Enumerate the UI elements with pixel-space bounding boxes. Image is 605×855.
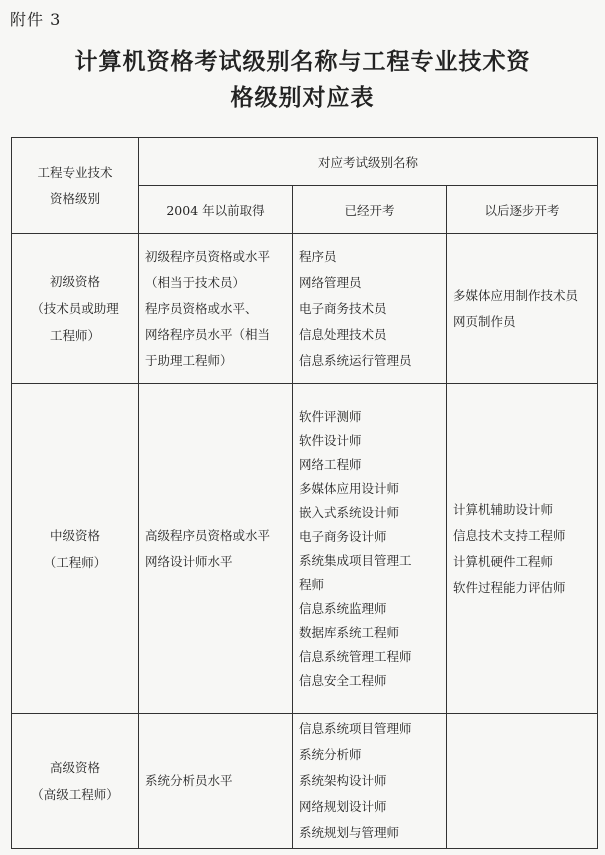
level-cell: 中级资格 （工程师）	[12, 384, 139, 714]
already-open-cell: 软件评测师 软件设计师 网络工程师 多媒体应用设计师 嵌入式系统设计师 电子商务设计师 系统集成项目管理工 程师 信息系统监理师 数据库系统工程师 信息系统管理工程师 信息安全工程师	[293, 384, 447, 714]
future-open-cell-empty	[447, 714, 598, 849]
attachment-label: 附件 3	[10, 10, 62, 29]
correspondence-table	[11, 137, 598, 849]
header-exam-level-group: 对应考试级别名称	[139, 138, 598, 186]
future-open-cell: 计算机辅助设计师 信息技术支持工程师 计算机硬件工程师 软件过程能力评估师	[447, 384, 598, 714]
table-row-intermediate	[12, 384, 598, 714]
title-line-2: 格级别对应表	[230, 84, 375, 111]
header-future-open: 以后逐步开考	[447, 186, 598, 234]
header-already-open: 已经开考	[293, 186, 447, 234]
level-cell: 初级资格 （技术员或助理 工程师）	[12, 234, 139, 384]
already-open-cell: 程序员 网络管理员 电子商务技术员 信息处理技术员 信息系统运行管理员	[293, 234, 447, 384]
table-header-row	[12, 138, 598, 186]
level-cell: 高级资格 （高级工程师）	[12, 714, 139, 849]
header-qualification-level: 工程专业技术 资格级别	[12, 138, 139, 234]
before-2004-cell: 系统分析员水平	[139, 714, 293, 849]
future-open-cell: 多媒体应用制作技术员 网页制作员	[447, 234, 598, 384]
before-2004-cell: 高级程序员资格或水平 网络设计师水平	[139, 384, 293, 714]
table-row-senior	[12, 714, 598, 849]
title-line-1: 计算机资格考试级别名称与工程专业技术资	[74, 48, 531, 75]
table-row-junior	[12, 234, 598, 384]
already-open-cell: 信息系统项目管理师 系统分析师 系统架构设计师 网络规划设计师 系统规划与管理师	[293, 714, 447, 849]
before-2004-cell: 初级程序员资格或水平 （相当于技术员） 程序员资格或水平、 网络程序员水平（相当 于助理工程师）	[139, 234, 293, 384]
document-title	[0, 44, 605, 116]
header-before-2004: 2004 年以前取得	[139, 186, 293, 234]
